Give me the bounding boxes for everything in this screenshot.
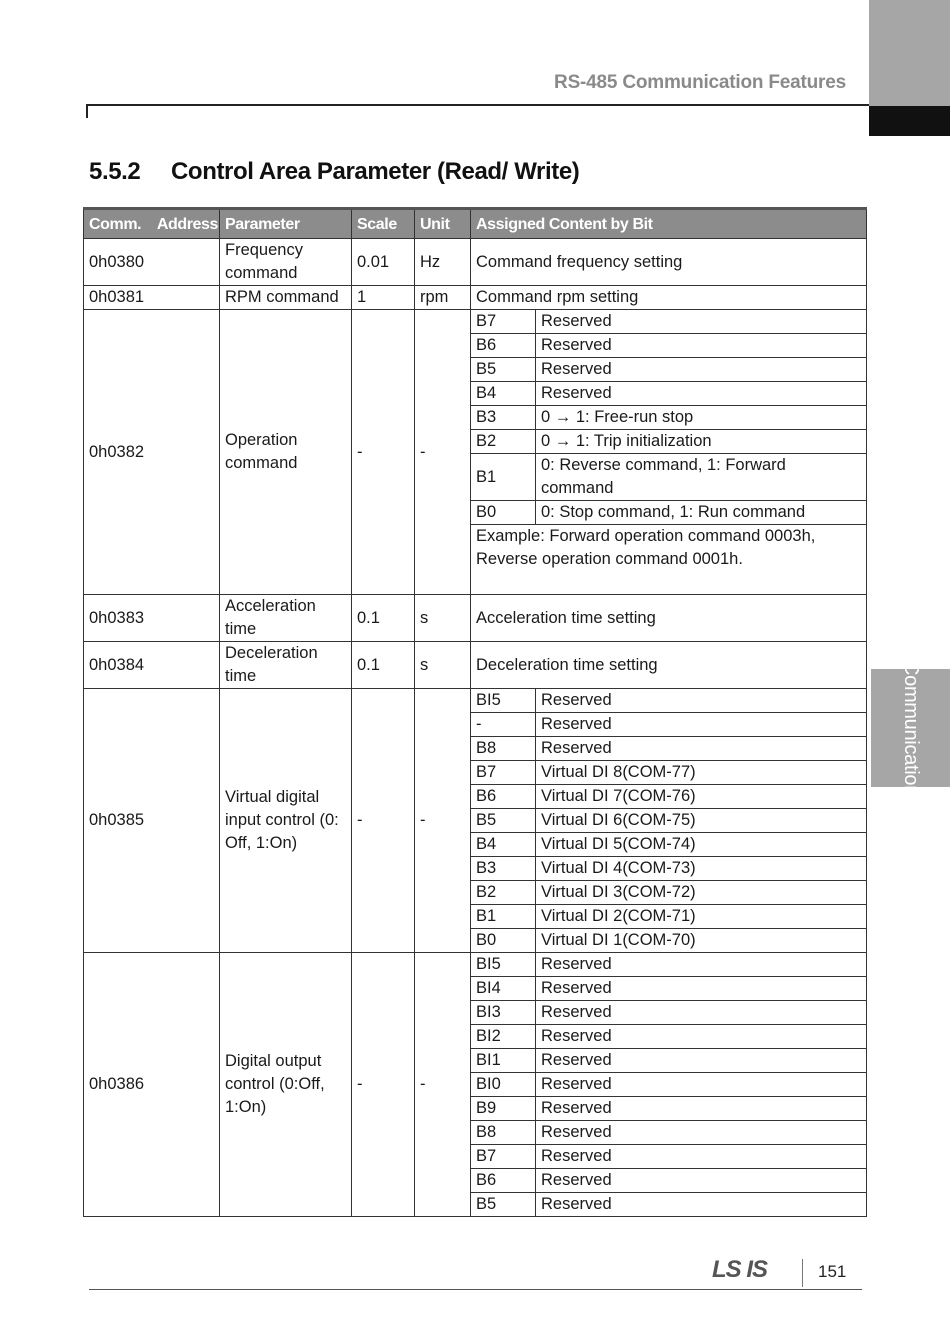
content-cell: Acceleration time setting: [471, 595, 867, 642]
bit-desc-cell: Virtual DI 6(COM-75): [536, 809, 867, 833]
unit-cell: rpm: [415, 286, 471, 310]
unit-cell: -: [415, 953, 471, 1217]
bit-desc-cell: Reserved: [536, 1025, 867, 1049]
unit-cell: -: [415, 310, 471, 595]
scale-cell: 0.01: [352, 239, 415, 286]
parameter-cell: Operation command: [220, 310, 352, 595]
bit-desc-cell: Virtual DI 3(COM-72): [536, 881, 867, 905]
scale-cell: 1: [352, 286, 415, 310]
bit-cell: BI1: [471, 1049, 536, 1073]
bit-cell: BI5: [471, 953, 536, 977]
bit-cell: B7: [471, 310, 536, 334]
bit-desc-cell: 0: Stop command, 1: Run command: [536, 501, 867, 525]
bit-desc-cell: Virtual DI 1(COM-70): [536, 929, 867, 953]
parameter-cell: Frequency command: [220, 239, 352, 286]
corner-block: [869, 106, 950, 136]
bit-cell: B5: [471, 1193, 536, 1217]
col-header-content: Assigned Content by Bit: [471, 209, 867, 239]
content-cell: Deceleration time setting: [471, 642, 867, 689]
bit-cell: B5: [471, 358, 536, 382]
table-row: [84, 286, 867, 310]
bit-cell: B1: [471, 905, 536, 929]
bit-cell: B4: [471, 382, 536, 406]
bit-cell: B2: [471, 881, 536, 905]
col-header-unit: Unit: [415, 209, 471, 239]
bit-desc-cell: 0 → 1: Free-run stop: [536, 406, 867, 430]
scale-cell: 0.1: [352, 642, 415, 689]
bit-desc-cell: Reserved: [536, 1121, 867, 1145]
bit-desc-cell: 0 → 1: Trip initialization: [536, 430, 867, 454]
parameter-cell: Digital output control (0:Off, 1:On): [220, 953, 352, 1217]
bit-cell: BI4: [471, 977, 536, 1001]
bit-cell: B5: [471, 809, 536, 833]
company-logo: LS IS: [712, 1256, 768, 1283]
bit-desc-cell: Reserved: [536, 713, 867, 737]
footer-separator: [802, 1259, 803, 1287]
table-header-row: [84, 209, 867, 239]
bit-cell: B9: [471, 1097, 536, 1121]
unit-cell: s: [415, 642, 471, 689]
parameter-cell: RPM command: [220, 286, 352, 310]
bit-cell: B6: [471, 785, 536, 809]
running-header: RS-485 Communication Features: [554, 72, 846, 93]
unit-cell: Hz: [415, 239, 471, 286]
content-cell: Command frequency setting: [471, 239, 867, 286]
bit-desc-cell: Reserved: [536, 1073, 867, 1097]
col-header-scale: Scale: [352, 209, 415, 239]
bit-cell: BI0: [471, 1073, 536, 1097]
address-cell: 0h0382: [84, 310, 220, 595]
section-number: 5.5.2: [89, 158, 141, 185]
bit-desc-cell: Reserved: [536, 977, 867, 1001]
page-number: 151: [818, 1262, 847, 1281]
bit-desc-cell: Reserved: [536, 689, 867, 713]
unit-cell: -: [415, 689, 471, 953]
address-cell: 0h0384: [84, 642, 220, 689]
bit-cell: BI2: [471, 1025, 536, 1049]
scale-cell: -: [352, 953, 415, 1217]
bit-cell: -: [471, 713, 536, 737]
address-cell: 0h0380: [84, 239, 220, 286]
parameter-cell: Deceleration time: [220, 642, 352, 689]
bit-cell: B7: [471, 761, 536, 785]
bit-cell: B7: [471, 1145, 536, 1169]
footer-rule: [89, 1289, 862, 1290]
bit-desc-cell: Reserved: [536, 310, 867, 334]
bit-desc-cell: Virtual DI 4(COM-73): [536, 857, 867, 881]
bit-desc-cell: Reserved: [536, 1097, 867, 1121]
unit-cell: s: [415, 595, 471, 642]
bit-cell: B8: [471, 1121, 536, 1145]
col-header-parameter: Parameter: [220, 209, 352, 239]
bit-desc-cell: Reserved: [536, 737, 867, 761]
bit-cell: B3: [471, 406, 536, 430]
address-cell: 0h0383: [84, 595, 220, 642]
bit-cell: BI3: [471, 1001, 536, 1025]
bit-cell: BI5: [471, 689, 536, 713]
bit-cell: B0: [471, 501, 536, 525]
bit-desc-cell: Reserved: [536, 1001, 867, 1025]
bit-desc-cell: Virtual DI 7(COM-76): [536, 785, 867, 809]
bit-desc-cell: 0: Reverse command, 1: Forward command: [536, 454, 867, 501]
bit-desc-cell: Reserved: [536, 358, 867, 382]
section-heading: [89, 158, 579, 186]
scale-cell: -: [352, 310, 415, 595]
bit-desc-cell: Reserved: [536, 1145, 867, 1169]
bit-desc-cell: Reserved: [536, 334, 867, 358]
chapter-side-tab-label: Communication: [900, 660, 923, 796]
col-header-address: Comm. Address: [84, 209, 220, 239]
table-row: [84, 953, 867, 977]
bit-desc-cell: Reserved: [536, 1169, 867, 1193]
bit-cell: B0: [471, 929, 536, 953]
bit-cell: B1: [471, 454, 536, 501]
chapter-side-tab: [871, 660, 950, 796]
scale-cell: -: [352, 689, 415, 953]
bit-cell: B2: [471, 430, 536, 454]
content-cell: Command rpm setting: [471, 286, 867, 310]
bit-cell: B8: [471, 737, 536, 761]
parameter-cell: Virtual digital input control (0: Off, 1:On): [220, 689, 352, 953]
parameter-cell: Acceleration time: [220, 595, 352, 642]
table-row: [84, 310, 867, 334]
bit-desc-cell: Virtual DI 2(COM-71): [536, 905, 867, 929]
bit-cell: B3: [471, 857, 536, 881]
table-row: [84, 689, 867, 713]
scale-cell: 0.1: [352, 595, 415, 642]
bit-desc-cell: Virtual DI 5(COM-74): [536, 833, 867, 857]
bit-desc-cell: Virtual DI 8(COM-77): [536, 761, 867, 785]
header-tick: [86, 104, 88, 118]
bit-cell: B6: [471, 334, 536, 358]
bit-desc-cell: Reserved: [536, 1049, 867, 1073]
example-cell: Example: Forward operation command 0003h, Reverse operation command 0001h.: [471, 525, 867, 595]
header-rule: [86, 104, 869, 106]
address-cell: 0h0381: [84, 286, 220, 310]
address-cell: 0h0386: [84, 953, 220, 1217]
bit-desc-cell: Reserved: [536, 382, 867, 406]
section-title: Control Area Parameter (Read/ Write): [171, 158, 580, 185]
address-cell: 0h0385: [84, 689, 220, 953]
corner-tab: [869, 0, 950, 106]
table-row: [84, 239, 867, 286]
table-row: [84, 595, 867, 642]
bit-cell: B4: [471, 833, 536, 857]
bit-desc-cell: Reserved: [536, 1193, 867, 1217]
table-row: [84, 642, 867, 689]
control-area-table: [83, 207, 867, 1217]
bit-cell: B6: [471, 1169, 536, 1193]
bit-desc-cell: Reserved: [536, 953, 867, 977]
